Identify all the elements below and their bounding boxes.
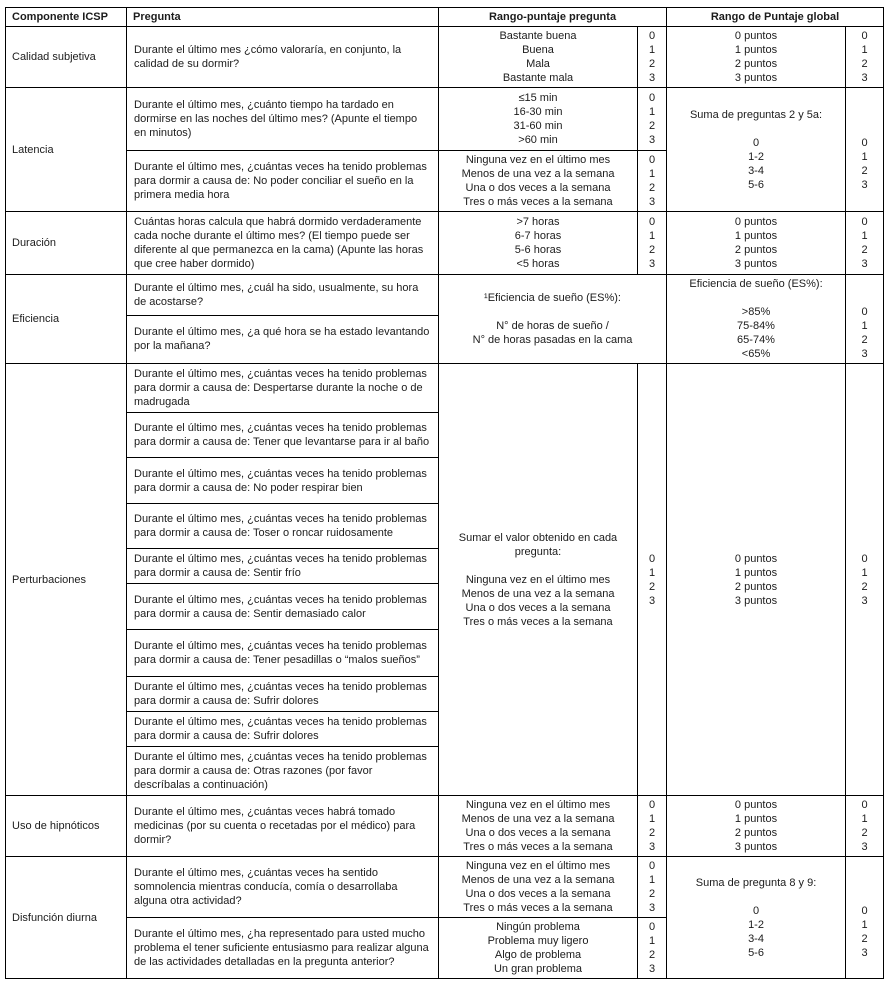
global-score-cell bbox=[846, 275, 884, 364]
text-line: 1 puntos bbox=[734, 566, 778, 579]
answer-score-cell bbox=[638, 212, 667, 275]
question-cell: Durante el último mes, ¿cuál ha sido, usualmente, su hora de acostarse? bbox=[127, 275, 439, 316]
text-line: Tres o más veces a la semana bbox=[463, 841, 613, 853]
header-row bbox=[6, 8, 884, 27]
text-line: 1 bbox=[648, 874, 656, 886]
text-line: 0 bbox=[861, 306, 868, 318]
text-line: 0 bbox=[648, 552, 656, 565]
text-line bbox=[848, 890, 881, 904]
text-line: 2 bbox=[861, 334, 868, 346]
text-line: 2 puntos bbox=[734, 580, 778, 593]
text-line bbox=[669, 890, 843, 904]
text-line bbox=[848, 122, 881, 136]
text-line: 2 bbox=[648, 244, 656, 256]
text-line: Mala bbox=[526, 58, 550, 70]
text-line: Suma de pregunta 8 y 9: bbox=[695, 876, 817, 889]
text-line: 0 bbox=[648, 921, 656, 933]
text-line: Bastante buena bbox=[499, 30, 577, 42]
question-cell: Durante el último mes ¿cómo valoraría, en conjunto, la calidad de su dormir? bbox=[127, 27, 439, 88]
component-cell-uso-de-hipnoticos: Uso de hipnóticos bbox=[6, 796, 127, 857]
component-cell-duracion: Duración bbox=[6, 212, 127, 275]
global-score-cell bbox=[846, 212, 884, 275]
text-line: 3 bbox=[648, 841, 656, 853]
text-line: Ninguna vez en el último mes bbox=[465, 154, 611, 166]
global-score-cell bbox=[846, 88, 884, 212]
text-line: Menos de una vez a la semana bbox=[461, 587, 615, 600]
answer-options-cell bbox=[439, 151, 638, 212]
global-range-cell bbox=[667, 364, 846, 796]
text-line: Un gran problema bbox=[493, 963, 583, 975]
text-line: Ningún problema bbox=[496, 921, 580, 933]
text-line: 0 puntos bbox=[734, 552, 778, 565]
question-cell: Durante el último mes, ¿cuántas veces ha tenido problemas para dormir a causa de: No poder respirar bien bbox=[127, 458, 439, 504]
text-line: 1 puntos bbox=[734, 813, 778, 825]
text-line: 1-2 bbox=[748, 150, 764, 163]
text-line: Tres o más veces a la semana bbox=[463, 196, 613, 208]
text-line: 3 bbox=[861, 178, 868, 191]
text-line: Eficiencia de sueño (ES%): bbox=[689, 278, 823, 290]
row-latencia-1 bbox=[6, 88, 884, 151]
row-eficiencia-1 bbox=[6, 275, 884, 316]
text-line: 3 puntos bbox=[734, 594, 778, 607]
component-cell-perturbaciones: Perturbaciones bbox=[6, 364, 127, 796]
text-line: 2 bbox=[861, 58, 868, 70]
text-line: 0 bbox=[648, 154, 656, 166]
text-line: 16-30 min bbox=[513, 106, 563, 118]
row-duracion bbox=[6, 212, 884, 275]
text-line: 0 bbox=[861, 136, 868, 149]
text-line: 0 puntos bbox=[734, 799, 778, 811]
text-line: 3 puntos bbox=[734, 72, 778, 84]
answer-score-cell bbox=[638, 796, 667, 857]
text-line bbox=[848, 291, 881, 305]
question-cell: Durante el último mes, ¿cuántas veces ha tenido problemas para dormir a causa de: Tener pesadillas o “malos sueños” bbox=[127, 630, 439, 677]
global-range-cell bbox=[667, 796, 846, 857]
text-line: 5-6 bbox=[748, 946, 764, 959]
text-line: Algo de problema bbox=[494, 949, 582, 961]
text-line: Menos de una vez a la semana bbox=[461, 813, 615, 825]
text-line: 0 bbox=[861, 904, 868, 917]
question-cell: Durante el último mes, ¿ha representado para usted mucho problema el tener suficiente entusiasmo para realizar alguna de las actividades detalladas en la pregunta anterior? bbox=[127, 918, 439, 979]
answer-options-cell bbox=[439, 857, 638, 918]
question-cell: Durante el último mes, ¿cuántas veces ha tenido problemas para dormir a causa de: Sentir frío bbox=[127, 549, 439, 584]
text-line: 3 bbox=[861, 258, 868, 270]
answer-score-cell bbox=[638, 364, 667, 796]
answer-options-cell bbox=[439, 27, 638, 88]
text-line: Sumar el valor obtenido en cada pregunta: bbox=[458, 531, 618, 558]
text-line: 1 bbox=[861, 230, 868, 242]
text-line: 3-4 bbox=[748, 932, 764, 945]
answer-options-cell bbox=[439, 918, 638, 979]
text-line: 3 bbox=[648, 594, 656, 607]
text-line bbox=[848, 108, 881, 122]
text-line: Una o dos veces a la semana bbox=[465, 182, 611, 194]
text-line: <65% bbox=[741, 348, 771, 360]
text-line: 0 bbox=[861, 216, 868, 228]
text-line: 3 bbox=[861, 348, 868, 360]
global-range-cell bbox=[667, 88, 846, 212]
text-line: 1 bbox=[861, 918, 868, 931]
question-cell: Durante el último mes, ¿cuántas veces ha tenido problemas para dormir a causa de: Otras razones (por favor descríbalas a continuación) bbox=[127, 747, 439, 796]
text-line: 2 bbox=[648, 827, 656, 839]
text-line: 3 puntos bbox=[734, 841, 778, 853]
text-line: Tres o más veces a la semana bbox=[463, 902, 613, 914]
text-line: 3 bbox=[861, 594, 868, 607]
text-line: 3 bbox=[648, 134, 656, 146]
text-line: Una o dos veces a la semana bbox=[465, 601, 611, 614]
text-line: 2 bbox=[648, 120, 656, 132]
text-line: N° de horas de sueño / bbox=[496, 320, 609, 332]
answer-formula-cell bbox=[439, 275, 667, 364]
text-line: Problema muy ligero bbox=[487, 935, 589, 947]
text-line: >7 horas bbox=[516, 216, 560, 228]
global-score-cell bbox=[846, 364, 884, 796]
text-line: 2 bbox=[861, 827, 868, 839]
text-line bbox=[441, 305, 664, 319]
text-line: 31-60 min bbox=[513, 120, 563, 132]
question-cell: Durante el último mes, ¿cuántas veces ha tenido problemas para dormir a causa de: Despertarse durante la noche o de madrugada bbox=[127, 364, 439, 413]
text-line: Menos de una vez a la semana bbox=[461, 168, 615, 180]
text-line: 5-6 horas bbox=[514, 244, 562, 256]
text-line: 3 bbox=[648, 72, 656, 84]
text-line: 0 bbox=[648, 216, 656, 228]
text-line: N° de horas pasadas en la cama bbox=[472, 334, 633, 346]
global-range-cell bbox=[667, 27, 846, 88]
component-cell-latencia: Latencia bbox=[6, 88, 127, 212]
text-line: 3 bbox=[648, 902, 656, 914]
text-line: 0 bbox=[752, 136, 760, 149]
text-line: 1 bbox=[861, 320, 868, 332]
text-line: 3 bbox=[648, 196, 656, 208]
text-line: Tres o más veces a la semana bbox=[463, 615, 613, 628]
text-line: 3 bbox=[648, 963, 656, 975]
text-line: 3 bbox=[648, 258, 656, 270]
text-line: 0 bbox=[648, 860, 656, 872]
answer-score-cell bbox=[638, 88, 667, 151]
text-line: Menos de una vez a la semana bbox=[461, 874, 615, 886]
question-cell: Durante el último mes, ¿cuántas veces ha tenido problemas para dormir a causa de: Sufrir dolores bbox=[127, 712, 439, 747]
text-line: 2 bbox=[648, 888, 656, 900]
text-line: 2 puntos bbox=[734, 827, 778, 839]
text-line bbox=[848, 277, 881, 291]
text-line: 2 bbox=[648, 949, 656, 961]
question-cell: Durante el último mes, ¿cuánto tiempo ha tardado en dormirse en las noches del último mes? (Apunte el tiempo en minutos) bbox=[127, 88, 439, 151]
row-hipnoticos bbox=[6, 796, 884, 857]
question-cell: Durante el último mes, ¿cuántas veces ha tenido problemas para dormir a causa de: No poder conciliar el sueño en la primera media hora bbox=[127, 151, 439, 212]
text-line: Ninguna vez en el último mes bbox=[465, 573, 611, 586]
question-cell: Durante el último mes, ¿cuántas veces ha sentido somnolencia mientras conducía, comía o desarrollaba alguna otra actividad? bbox=[127, 857, 439, 918]
text-line: 1 bbox=[861, 150, 868, 163]
text-line: Suma de preguntas 2 y 5a: bbox=[689, 108, 823, 121]
answer-options-cell bbox=[439, 212, 638, 275]
header-componente: Componente ICSP bbox=[6, 8, 127, 27]
text-line: 3 bbox=[861, 841, 868, 853]
answer-options-cell bbox=[439, 796, 638, 857]
text-line: Ninguna vez en el último mes bbox=[465, 799, 611, 811]
text-line: 2 bbox=[861, 164, 868, 177]
text-line: Bastante mala bbox=[502, 72, 574, 84]
text-line: 75-84% bbox=[737, 320, 775, 332]
text-line: 5-6 bbox=[748, 178, 764, 191]
global-score-cell bbox=[846, 27, 884, 88]
global-score-cell bbox=[846, 857, 884, 979]
header-pregunta: Pregunta bbox=[127, 8, 439, 27]
text-line: 1-2 bbox=[748, 918, 764, 931]
text-line: 2 bbox=[861, 244, 868, 256]
question-cell: Cuántas horas calcula que habrá dormido verdaderamente cada noche durante el último mes? (El tiempo puede ser diferente al que permanezca en la cama) (Apunte las horas que cree haber dormido) bbox=[127, 212, 439, 275]
text-line: 2 bbox=[648, 182, 656, 194]
text-line: 0 bbox=[752, 904, 760, 917]
icsp-scoring-table bbox=[5, 7, 884, 979]
question-cell: Durante el último mes, ¿cuántas veces ha tenido problemas para dormir a causa de: Sufrir dolores bbox=[127, 677, 439, 712]
text-line: 0 bbox=[648, 92, 656, 104]
text-line: 6-7 horas bbox=[514, 230, 562, 242]
text-line: <5 horas bbox=[516, 258, 560, 270]
text-line: 0 puntos bbox=[734, 30, 778, 42]
text-line: Ninguna vez en el último mes bbox=[465, 860, 611, 872]
question-cell: Durante el último mes, ¿cuántas veces ha tenido problemas para dormir a causa de: Tener que levantarse para ir al baño bbox=[127, 413, 439, 458]
text-line: 0 puntos bbox=[734, 216, 778, 228]
text-line: 1 bbox=[648, 230, 656, 242]
global-range-cell bbox=[667, 212, 846, 275]
text-line: ¹Eficiencia de sueño (ES%): bbox=[484, 292, 621, 304]
text-line: 3 puntos bbox=[734, 258, 778, 270]
text-line bbox=[848, 876, 881, 890]
text-line: 1 puntos bbox=[734, 44, 778, 56]
text-line: 0 bbox=[861, 30, 868, 42]
text-line: 1 bbox=[648, 44, 656, 56]
question-cell: Durante el último mes, ¿cuántas veces habrá tomado medicinas (por su cuenta o recetadas por el médico) para dormir? bbox=[127, 796, 439, 857]
text-line: >85% bbox=[741, 306, 771, 318]
text-line bbox=[441, 559, 635, 573]
global-range-cell bbox=[667, 275, 846, 364]
text-line: 1 bbox=[861, 44, 868, 56]
answer-options-cell bbox=[439, 364, 638, 796]
text-line: >60 min bbox=[518, 134, 558, 146]
text-line: ≤15 min bbox=[518, 92, 558, 104]
text-line: 1 bbox=[648, 168, 656, 180]
row-perturbaciones-1 bbox=[6, 364, 884, 413]
header-rango-pregunta: Rango-puntaje pregunta bbox=[439, 8, 667, 27]
answer-score-cell bbox=[638, 27, 667, 88]
answer-options-cell bbox=[439, 88, 638, 151]
text-line: 1 bbox=[861, 566, 868, 579]
text-line: 3-4 bbox=[748, 164, 764, 177]
text-line: 3 bbox=[861, 946, 868, 959]
answer-score-cell bbox=[638, 151, 667, 212]
text-line: 3 bbox=[861, 72, 868, 84]
text-line: 65-74% bbox=[737, 334, 775, 346]
text-line: 2 bbox=[648, 58, 656, 70]
text-line: 0 bbox=[861, 552, 868, 565]
text-line: 1 bbox=[861, 813, 868, 825]
answer-score-cell bbox=[638, 918, 667, 979]
text-line bbox=[669, 291, 843, 305]
component-cell-calidad-subjetiva: Calidad subjetiva bbox=[6, 27, 127, 88]
text-line: Una o dos veces a la semana bbox=[465, 827, 611, 839]
text-line: 1 bbox=[648, 106, 656, 118]
text-line: Una o dos veces a la semana bbox=[465, 888, 611, 900]
text-line: 2 puntos bbox=[734, 244, 778, 256]
component-cell-disfuncion-diurna: Disfunción diurna bbox=[6, 857, 127, 979]
text-line: 2 bbox=[648, 580, 656, 593]
answer-score-cell bbox=[638, 857, 667, 918]
row-disfuncion-1 bbox=[6, 857, 884, 918]
text-line: 1 bbox=[648, 566, 656, 579]
text-line: 2 bbox=[861, 932, 868, 945]
text-line: 0 bbox=[648, 799, 656, 811]
text-line: Buena bbox=[522, 44, 554, 56]
text-line: 1 bbox=[648, 813, 656, 825]
text-line: 1 puntos bbox=[734, 230, 778, 242]
text-line: 2 bbox=[861, 580, 868, 593]
row-calidad-subjetiva bbox=[6, 27, 884, 88]
text-line: 0 bbox=[648, 30, 656, 42]
global-range-cell bbox=[667, 857, 846, 979]
text-line: 0 bbox=[861, 799, 868, 811]
text-line: 1 bbox=[648, 935, 656, 947]
component-cell-eficiencia: Eficiencia bbox=[6, 275, 127, 364]
question-cell: Durante el último mes, ¿cuántas veces ha tenido problemas para dormir a causa de: Toser o roncar ruidosamente bbox=[127, 504, 439, 549]
header-rango-global: Rango de Puntaje global bbox=[667, 8, 884, 27]
text-line: 2 puntos bbox=[734, 58, 778, 70]
global-score-cell bbox=[846, 796, 884, 857]
question-cell: Durante el último mes, ¿a qué hora se ha estado levantando por la mañana? bbox=[127, 315, 439, 363]
text-line bbox=[669, 122, 843, 136]
question-cell: Durante el último mes, ¿cuántas veces ha tenido problemas para dormir a causa de: Sentir demasiado calor bbox=[127, 584, 439, 630]
